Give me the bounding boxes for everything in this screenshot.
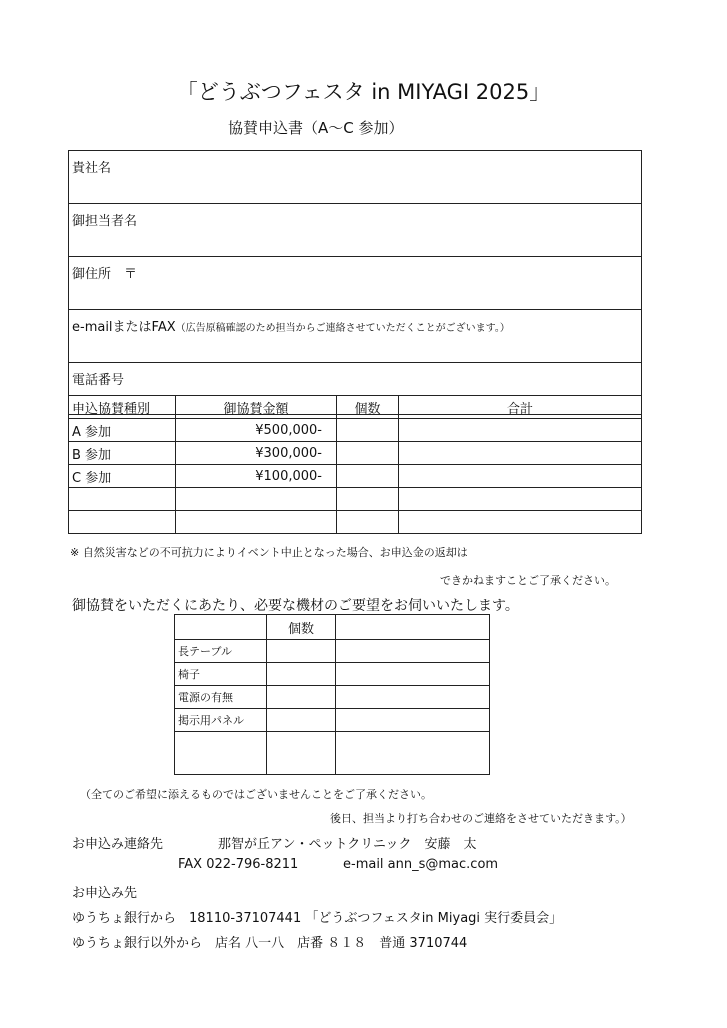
table-row xyxy=(69,511,642,534)
total-cell[interactable] xyxy=(399,465,642,488)
contact-name: 那智が丘アン・ペットクリニック 安藤 太 xyxy=(218,837,477,852)
sponsor-header-amount: 御協賛金額 xyxy=(176,396,337,419)
person-label: 御担当者名 xyxy=(72,214,138,229)
empty-cell[interactable] xyxy=(175,732,267,775)
count-cell[interactable] xyxy=(267,686,336,709)
sponsor-table xyxy=(68,395,642,534)
table-row xyxy=(175,640,490,663)
table-row xyxy=(69,488,642,511)
empty-cell[interactable] xyxy=(399,488,642,511)
count-cell[interactable] xyxy=(337,465,399,488)
address-field[interactable] xyxy=(69,257,642,310)
empty-cell[interactable] xyxy=(176,511,337,534)
count-cell[interactable] xyxy=(267,709,336,732)
empty-cell[interactable] xyxy=(69,511,176,534)
notes-cell[interactable] xyxy=(336,709,490,732)
email-label: e-mailまたはFAX xyxy=(72,320,176,335)
sponsor-header-total: 合計 xyxy=(399,396,642,419)
address-label: 御住所 〒 xyxy=(72,267,138,282)
refund-note-cont: できかねますことご了承ください。 xyxy=(440,574,616,587)
sponsor-amount: ¥500,000- xyxy=(176,419,337,442)
equipment-table xyxy=(174,614,490,775)
sponsor-type: B 参加 xyxy=(69,442,176,465)
email-note: （広告原稿確認のため担当からご連絡させていただくことがございます。） xyxy=(175,323,510,334)
sponsor-header-count: 個数 xyxy=(337,396,399,419)
contact-label: お申込み連絡先 xyxy=(72,837,164,852)
page-title: 「どうぶつフェスタ in MIYAGI 2025」 xyxy=(176,80,551,104)
count-cell[interactable] xyxy=(337,442,399,465)
empty-cell[interactable] xyxy=(337,511,399,534)
empty-cell[interactable] xyxy=(176,488,337,511)
empty-cell[interactable] xyxy=(336,732,490,775)
sponsor-header-type: 申込協賛種別 xyxy=(69,396,176,419)
equipment-request: 御協賛をいただくにあたり、必要な機材のご要望をお伺いいたします。 xyxy=(72,598,519,614)
notes-cell[interactable] xyxy=(336,686,490,709)
payment-yucho: ゆうちょ銀行から 18110-37107441 「どうぶつフェスタin Miyagi 実行委員会」 xyxy=(72,911,563,926)
count-cell[interactable] xyxy=(337,419,399,442)
table-row xyxy=(175,663,490,686)
company-field[interactable] xyxy=(69,151,642,204)
sponsor-type: A 参加 xyxy=(69,419,176,442)
equip-item: 長テーブル xyxy=(175,640,267,663)
wish-note: （全てのご希望に添えるものではございませんことをご了承ください。 xyxy=(80,788,432,801)
page-subtitle: 協賛申込書（A～C 参加） xyxy=(228,119,404,137)
notes-cell[interactable] xyxy=(336,640,490,663)
equip-header-count: 個数 xyxy=(267,615,336,640)
empty-cell[interactable] xyxy=(337,488,399,511)
equip-item: 掲示用パネル xyxy=(175,709,267,732)
refund-note: ※ 自然災害などの不可抗力によりイベント中止となった場合、お申込金の返却は xyxy=(70,546,468,559)
total-cell[interactable] xyxy=(399,419,642,442)
applicant-info-table xyxy=(68,150,642,415)
table-row xyxy=(69,419,642,442)
empty-cell[interactable] xyxy=(267,732,336,775)
equip-item: 電源の有無 xyxy=(175,686,267,709)
phone-label: 電話番号 xyxy=(72,373,125,388)
equip-header-notes xyxy=(336,615,490,640)
table-row xyxy=(175,686,490,709)
company-label: 貴社名 xyxy=(72,161,112,176)
total-cell[interactable] xyxy=(399,442,642,465)
email-fax-field[interactable] xyxy=(69,310,642,363)
payment-label: お申込み先 xyxy=(72,886,138,901)
equip-item: 椅子 xyxy=(175,663,267,686)
count-cell[interactable] xyxy=(267,640,336,663)
table-row xyxy=(175,709,490,732)
wish-note-cont: 後日、担当より打ち合わせのご連絡をさせていただきます。） xyxy=(330,812,632,825)
sponsor-amount: ¥100,000- xyxy=(176,465,337,488)
notes-cell[interactable] xyxy=(336,663,490,686)
empty-cell[interactable] xyxy=(69,488,176,511)
empty-cell[interactable] xyxy=(399,511,642,534)
contact-fax: FAX 022-796-8211 xyxy=(178,857,299,872)
table-row xyxy=(175,732,490,775)
person-field[interactable] xyxy=(69,204,642,257)
table-row xyxy=(69,442,642,465)
count-cell[interactable] xyxy=(267,663,336,686)
table-row xyxy=(69,465,642,488)
payment-other: ゆうちょ銀行以外から 店名 八一八 店番 ８１８ 普通 3710744 xyxy=(72,936,468,951)
equip-header-blank xyxy=(175,615,267,640)
contact-email[interactable]: e-mail ann_s@mac.com xyxy=(343,857,499,872)
sponsor-type: C 参加 xyxy=(69,465,176,488)
sponsor-amount: ¥300,000- xyxy=(176,442,337,465)
